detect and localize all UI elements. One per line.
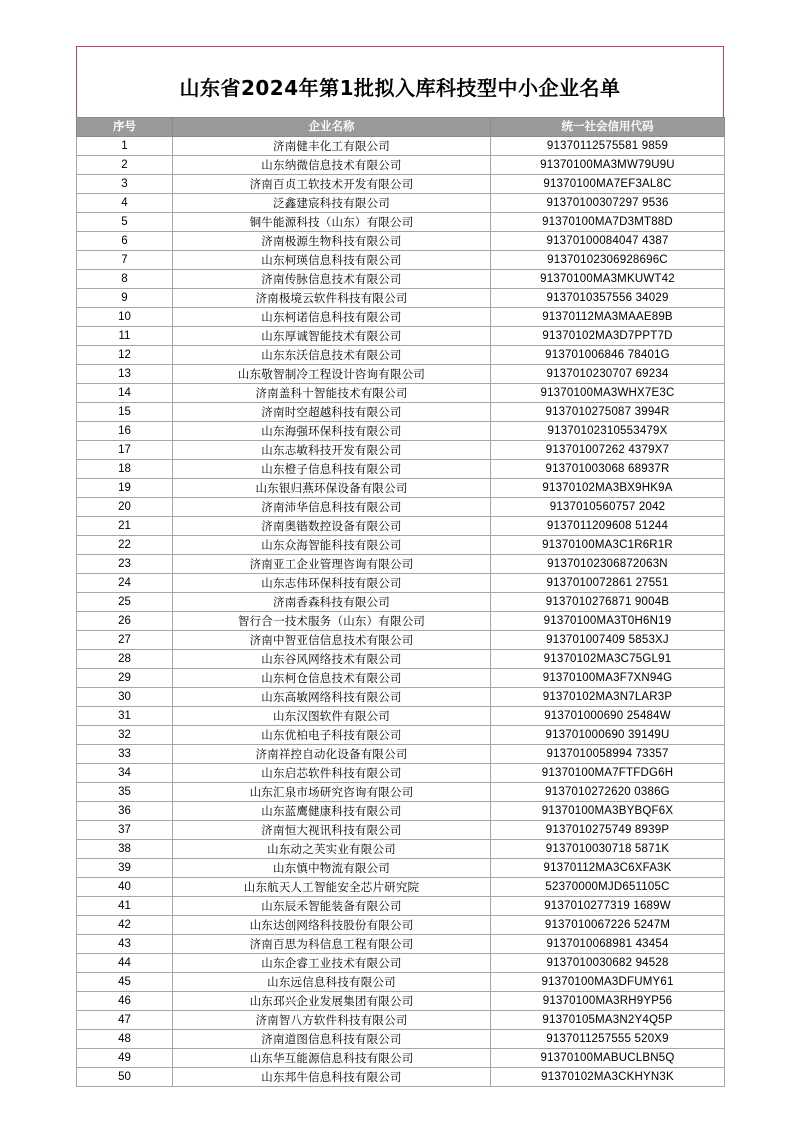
cell-name: 山东汉图软件有限公司 xyxy=(173,707,491,726)
column-header-enterprise-name: 企业名称 xyxy=(173,118,491,137)
cell-idx: 39 xyxy=(77,859,173,878)
cell-idx: 48 xyxy=(77,1030,173,1049)
cell-code: 91370112575581 9859 xyxy=(491,137,725,156)
table-row xyxy=(77,194,725,213)
cell-idx: 8 xyxy=(77,270,173,289)
cell-name: 山东东沃信息技术有限公司 xyxy=(173,346,491,365)
enterprise-list-table-container xyxy=(76,117,724,1087)
table-row xyxy=(77,764,725,783)
table-row xyxy=(77,479,725,498)
cell-idx: 13 xyxy=(77,365,173,384)
cell-name: 山东蓝鹰健康科技有限公司 xyxy=(173,802,491,821)
cell-idx: 25 xyxy=(77,593,173,612)
cell-name: 济南时空超越科技有限公司 xyxy=(173,403,491,422)
cell-code: 913701006846 78401G xyxy=(491,346,725,365)
cell-idx: 47 xyxy=(77,1011,173,1030)
cell-code: 91370102MA3CKHYN3K xyxy=(491,1068,725,1087)
table-row xyxy=(77,289,725,308)
cell-name: 智行合一技术服务（山东）有限公司 xyxy=(173,612,491,631)
cell-name: 济南健丰化工有限公司 xyxy=(173,137,491,156)
table-row xyxy=(77,707,725,726)
table-row xyxy=(77,536,725,555)
cell-idx: 45 xyxy=(77,973,173,992)
cell-idx: 4 xyxy=(77,194,173,213)
cell-name: 山东远信息科技有限公司 xyxy=(173,973,491,992)
cell-code: 91370100MABUCLBN5Q xyxy=(491,1049,725,1068)
cell-name: 山东柯仓信息技术有限公司 xyxy=(173,669,491,688)
cell-name: 山东邦牛信息科技有限公司 xyxy=(173,1068,491,1087)
cell-name: 山东志敏科技开发有限公司 xyxy=(173,441,491,460)
cell-name: 济南恒大视讯科技有限公司 xyxy=(173,821,491,840)
cell-idx: 11 xyxy=(77,327,173,346)
table-row xyxy=(77,612,725,631)
cell-name: 山东众海智能科技有限公司 xyxy=(173,536,491,555)
cell-code: 9137010230707 69234 xyxy=(491,365,725,384)
cell-name: 山东邳兴企业发展集团有限公司 xyxy=(173,992,491,1011)
cell-idx: 17 xyxy=(77,441,173,460)
cell-idx: 9 xyxy=(77,289,173,308)
table-row xyxy=(77,859,725,878)
table-row xyxy=(77,783,725,802)
cell-name: 山东敬智制冷工程设计咨询有限公司 xyxy=(173,365,491,384)
cell-idx: 24 xyxy=(77,574,173,593)
cell-idx: 23 xyxy=(77,555,173,574)
table-row xyxy=(77,517,725,536)
table-body xyxy=(77,137,725,1087)
cell-name: 济南百贞工软技术开发有限公司 xyxy=(173,175,491,194)
table-row xyxy=(77,688,725,707)
table-row xyxy=(77,327,725,346)
table-row xyxy=(77,441,725,460)
cell-name: 泛鑫建宸科技有限公司 xyxy=(173,194,491,213)
cell-code: 91370102310553479X xyxy=(491,422,725,441)
cell-name: 济南香森科技有限公司 xyxy=(173,593,491,612)
table-row xyxy=(77,631,725,650)
cell-name: 山东达创网络科技股份有限公司 xyxy=(173,916,491,935)
cell-name: 山东银归燕环保设备有限公司 xyxy=(173,479,491,498)
table-row xyxy=(77,1068,725,1087)
cell-name: 山东柯诺信息科技有限公司 xyxy=(173,308,491,327)
table-row xyxy=(77,726,725,745)
cell-code: 9137010275087 3994R xyxy=(491,403,725,422)
table-row xyxy=(77,555,725,574)
cell-idx: 21 xyxy=(77,517,173,536)
cell-name: 山东纳微信息技术有限公司 xyxy=(173,156,491,175)
cell-name: 山东慎中物流有限公司 xyxy=(173,859,491,878)
cell-code: 913701007262 4379X7 xyxy=(491,441,725,460)
cell-idx: 31 xyxy=(77,707,173,726)
cell-name: 济南中智亚信信息技术有限公司 xyxy=(173,631,491,650)
table-row xyxy=(77,574,725,593)
table-row xyxy=(77,365,725,384)
cell-idx: 38 xyxy=(77,840,173,859)
cell-code: 91370100MA3RH9YP56 xyxy=(491,992,725,1011)
cell-code: 91370105MA3N2Y4Q5P xyxy=(491,1011,725,1030)
cell-idx: 7 xyxy=(77,251,173,270)
cell-idx: 16 xyxy=(77,422,173,441)
cell-idx: 40 xyxy=(77,878,173,897)
table-row xyxy=(77,270,725,289)
cell-idx: 26 xyxy=(77,612,173,631)
cell-code: 91370102306872063N xyxy=(491,555,725,574)
table-row xyxy=(77,916,725,935)
cell-name: 济南百思为科信息工程有限公司 xyxy=(173,935,491,954)
cell-code: 91370100084047 4387 xyxy=(491,232,725,251)
cell-code: 9137010072861 27551 xyxy=(491,574,725,593)
table-header-row xyxy=(77,118,725,137)
cell-idx: 50 xyxy=(77,1068,173,1087)
cell-idx: 22 xyxy=(77,536,173,555)
table-row xyxy=(77,821,725,840)
cell-name: 山东高敏网络科技有限公司 xyxy=(173,688,491,707)
cell-code: 9137010276871 9004B xyxy=(491,593,725,612)
table-row xyxy=(77,1049,725,1068)
cell-code: 9137011257555 520X9 xyxy=(491,1030,725,1049)
cell-code: 91370102MA3N7LAR3P xyxy=(491,688,725,707)
cell-code: 91370112MA3C6XFA3K xyxy=(491,859,725,878)
cell-code: 9137010030682 94528 xyxy=(491,954,725,973)
cell-idx: 19 xyxy=(77,479,173,498)
table-row xyxy=(77,935,725,954)
cell-code: 91370100MA7EF3AL8C xyxy=(491,175,725,194)
table-row xyxy=(77,745,725,764)
table-row xyxy=(77,213,725,232)
cell-code: 52370000MJD651105C xyxy=(491,878,725,897)
cell-code: 91370100MA3MKUWT42 xyxy=(491,270,725,289)
cell-name: 济南沛华信息科技有限公司 xyxy=(173,498,491,517)
cell-code: 9137010277319 1689W xyxy=(491,897,725,916)
table-row xyxy=(77,897,725,916)
table-row xyxy=(77,802,725,821)
table-row xyxy=(77,669,725,688)
cell-code: 91370100MA3MW79U9U xyxy=(491,156,725,175)
cell-name: 山东动之芙实业有限公司 xyxy=(173,840,491,859)
title-box xyxy=(76,46,724,126)
cell-name: 山东辰禾智能装备有限公司 xyxy=(173,897,491,916)
table-header xyxy=(77,118,725,137)
table-row xyxy=(77,384,725,403)
cell-idx: 44 xyxy=(77,954,173,973)
cell-code: 91370112MA3MAAE89B xyxy=(491,308,725,327)
cell-idx: 29 xyxy=(77,669,173,688)
cell-name: 山东汇泉市场研究咨询有限公司 xyxy=(173,783,491,802)
cell-idx: 20 xyxy=(77,498,173,517)
cell-code: 9137010357556 34029 xyxy=(491,289,725,308)
cell-idx: 30 xyxy=(77,688,173,707)
cell-code: 9137010058994 73357 xyxy=(491,745,725,764)
cell-idx: 32 xyxy=(77,726,173,745)
cell-code: 91370100MA7FTFDG6H xyxy=(491,764,725,783)
cell-name: 济南亚工企业管理咨询有限公司 xyxy=(173,555,491,574)
table-row xyxy=(77,973,725,992)
table-row xyxy=(77,840,725,859)
cell-idx: 6 xyxy=(77,232,173,251)
cell-name: 山东志伟环保科技有限公司 xyxy=(173,574,491,593)
cell-code: 91370102MA3C75GL91 xyxy=(491,650,725,669)
table-row xyxy=(77,593,725,612)
cell-code: 91370100MA7D3MT88D xyxy=(491,213,725,232)
column-header-credit-code: 统一社会信用代码 xyxy=(491,118,725,137)
cell-idx: 34 xyxy=(77,764,173,783)
cell-code: 9137010272620 0386G xyxy=(491,783,725,802)
cell-name: 山东柯瑛信息科技有限公司 xyxy=(173,251,491,270)
cell-code: 91370100MA3C1R6R1R xyxy=(491,536,725,555)
table-row xyxy=(77,498,725,517)
cell-idx: 37 xyxy=(77,821,173,840)
cell-idx: 12 xyxy=(77,346,173,365)
table-row xyxy=(77,878,725,897)
cell-idx: 5 xyxy=(77,213,173,232)
cell-idx: 2 xyxy=(77,156,173,175)
cell-name: 济南盖科十智能技术有限公司 xyxy=(173,384,491,403)
cell-name: 山东华互能源信息科技有限公司 xyxy=(173,1049,491,1068)
cell-code: 913701007409 5853XJ xyxy=(491,631,725,650)
cell-idx: 10 xyxy=(77,308,173,327)
cell-idx: 41 xyxy=(77,897,173,916)
cell-code: 91370100MA3T0H6N19 xyxy=(491,612,725,631)
table-row xyxy=(77,308,725,327)
table-row xyxy=(77,346,725,365)
cell-name: 山东橙子信息科技有限公司 xyxy=(173,460,491,479)
page-title: 山东省2024年第1批拟入库科技型中小企业名单 xyxy=(179,75,621,100)
cell-code: 91370102MA3D7PPT7D xyxy=(491,327,725,346)
table-row xyxy=(77,251,725,270)
cell-code: 91370100MA3F7XN94G xyxy=(491,669,725,688)
cell-code: 913701003068 68937R xyxy=(491,460,725,479)
table-row xyxy=(77,460,725,479)
cell-code: 9137010560757 2042 xyxy=(491,498,725,517)
cell-idx: 1 xyxy=(77,137,173,156)
cell-name: 济南极源生物科技有限公司 xyxy=(173,232,491,251)
cell-idx: 36 xyxy=(77,802,173,821)
cell-idx: 28 xyxy=(77,650,173,669)
cell-name: 济南祥控自动化设备有限公司 xyxy=(173,745,491,764)
table-row xyxy=(77,1030,725,1049)
cell-name: 山东航天人工智能安全芯片研究院 xyxy=(173,878,491,897)
cell-code: 9137010030718 5871K xyxy=(491,840,725,859)
cell-code: 9137010067226 5247M xyxy=(491,916,725,935)
cell-name: 济南极境云软件科技有限公司 xyxy=(173,289,491,308)
cell-code: 913701000690 25484W xyxy=(491,707,725,726)
cell-name: 济南奥锴数控设备有限公司 xyxy=(173,517,491,536)
table-row xyxy=(77,422,725,441)
table-row xyxy=(77,403,725,422)
cell-name: 济南道图信息科技有限公司 xyxy=(173,1030,491,1049)
cell-idx: 43 xyxy=(77,935,173,954)
table-row xyxy=(77,137,725,156)
cell-name: 山东谷风网络技术有限公司 xyxy=(173,650,491,669)
cell-name: 山东启芯软件科技有限公司 xyxy=(173,764,491,783)
cell-code: 9137010068981 43454 xyxy=(491,935,725,954)
cell-idx: 42 xyxy=(77,916,173,935)
table-row xyxy=(77,232,725,251)
cell-code: 91370100MA3WHX7E3C xyxy=(491,384,725,403)
cell-code: 91370100MA3BYBQF6X xyxy=(491,802,725,821)
table-row xyxy=(77,650,725,669)
cell-idx: 35 xyxy=(77,783,173,802)
cell-code: 913701000690 39149U xyxy=(491,726,725,745)
cell-name: 济南智八方软件科技有限公司 xyxy=(173,1011,491,1030)
cell-idx: 3 xyxy=(77,175,173,194)
enterprise-list-table xyxy=(76,117,725,1087)
table-row xyxy=(77,954,725,973)
cell-code: 91370102306928696C xyxy=(491,251,725,270)
cell-name: 山东企睿工业技术有限公司 xyxy=(173,954,491,973)
table-row xyxy=(77,1011,725,1030)
cell-idx: 46 xyxy=(77,992,173,1011)
cell-name: 铜牛能源科技（山东）有限公司 xyxy=(173,213,491,232)
table-row xyxy=(77,175,725,194)
cell-code: 91370100307297 9536 xyxy=(491,194,725,213)
cell-name: 山东厚诚智能技术有限公司 xyxy=(173,327,491,346)
cell-idx: 49 xyxy=(77,1049,173,1068)
cell-idx: 14 xyxy=(77,384,173,403)
cell-code: 91370102MA3BX9HK9A xyxy=(491,479,725,498)
cell-idx: 15 xyxy=(77,403,173,422)
cell-code: 91370100MA3DFUMY61 xyxy=(491,973,725,992)
table-row xyxy=(77,992,725,1011)
cell-name: 山东海强环保科技有限公司 xyxy=(173,422,491,441)
cell-name: 济南传脉信息技术有限公司 xyxy=(173,270,491,289)
cell-name: 山东优柏电子科技有限公司 xyxy=(173,726,491,745)
table-row xyxy=(77,156,725,175)
cell-code: 9137011209608 51244 xyxy=(491,517,725,536)
cell-idx: 27 xyxy=(77,631,173,650)
cell-idx: 18 xyxy=(77,460,173,479)
cell-idx: 33 xyxy=(77,745,173,764)
column-header-index: 序号 xyxy=(77,118,173,137)
cell-code: 9137010275749 8939P xyxy=(491,821,725,840)
